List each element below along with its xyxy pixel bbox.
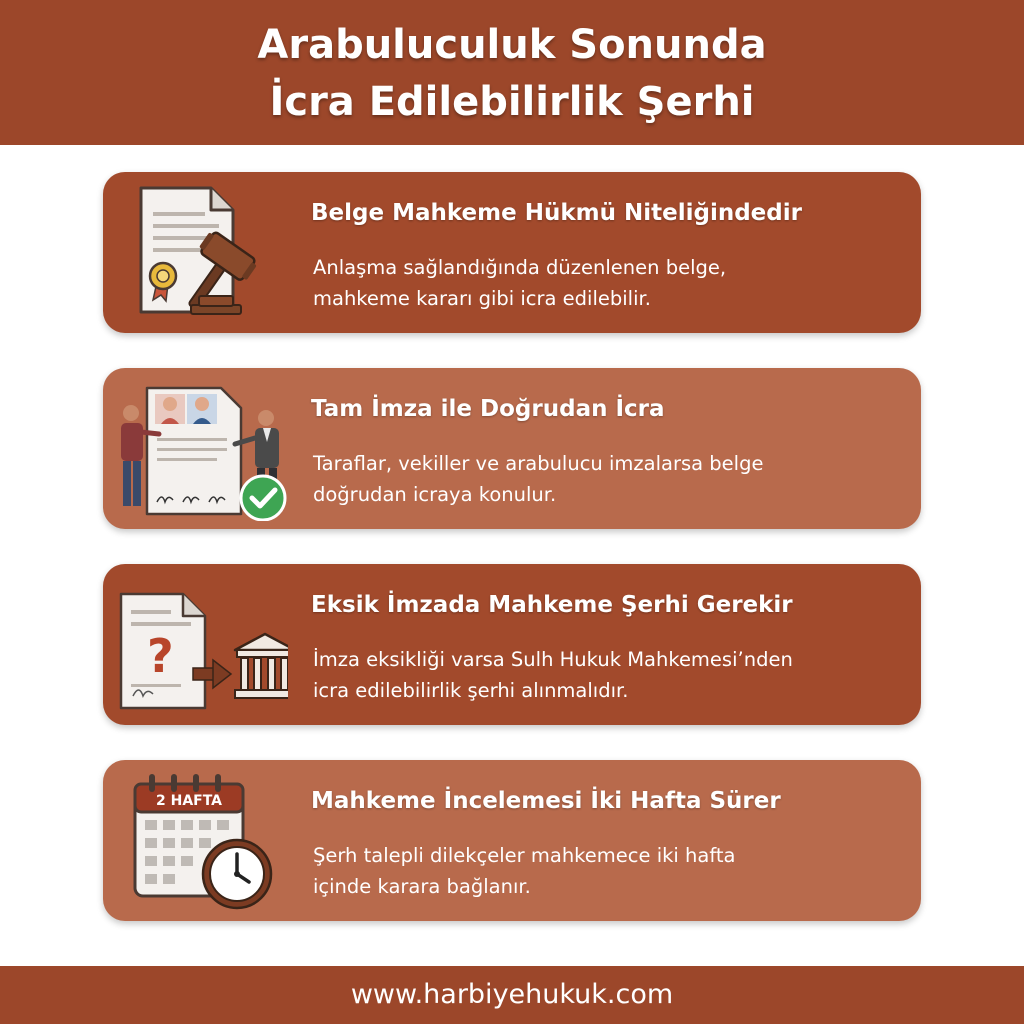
card-description-line: Taraflar, vekiller ve arabulucu imzalarsa belge (313, 452, 764, 475)
header-banner (0, 0, 1024, 145)
svg-text:?: ? (147, 629, 174, 683)
question-document-courthouse-icon (113, 572, 288, 717)
info-card-full-signature (103, 368, 921, 529)
card-title: Mahkeme İncelemesi İki Hafta Sürer (311, 788, 781, 814)
calendar-clock-icon (113, 768, 288, 913)
info-card-court-judgment (103, 172, 921, 333)
document-gavel-icon (113, 180, 288, 325)
page-title-line-1: Arabuluculuk Sonunda (257, 22, 767, 68)
page-title-line-2: İcra Edilebilirlik Şerhi (269, 79, 755, 125)
card-description-line: Şerh talepli dilekçeler mahkemece iki hafta (313, 844, 736, 867)
signed-document-people-icon (113, 376, 288, 521)
card-description-line: mahkeme kararı gibi icra edilebilir. (313, 287, 651, 310)
card-description-line: İmza eksikliği varsa Sulh Hukuk Mahkemesi’nden (313, 648, 793, 671)
card-description (313, 840, 923, 902)
card-description-line: Anlaşma sağlandığında düzenlenen belge, (313, 256, 727, 279)
website-url: www.harbiyehukuk.com (350, 979, 674, 1010)
card-description-line: içinde karara bağlanır. (313, 875, 531, 898)
info-card-missing-signature (103, 564, 921, 725)
card-description (313, 448, 923, 510)
info-card-two-weeks (103, 760, 921, 921)
calendar-label: 2 HAFTA (155, 793, 223, 809)
card-description-line: icra edilebilirlik şerhi alınmalıdır. (313, 679, 629, 702)
card-description (313, 644, 923, 706)
card-title: Tam İmza ile Doğrudan İcra (311, 396, 665, 422)
card-title: Belge Mahkeme Hükmü Niteliğindedir (311, 200, 802, 226)
card-description (313, 252, 923, 314)
footer-banner (0, 966, 1024, 1024)
card-title: Eksik İmzada Mahkeme Şerhi Gerekir (311, 592, 793, 618)
card-description-line: doğrudan icraya konulur. (313, 483, 557, 506)
